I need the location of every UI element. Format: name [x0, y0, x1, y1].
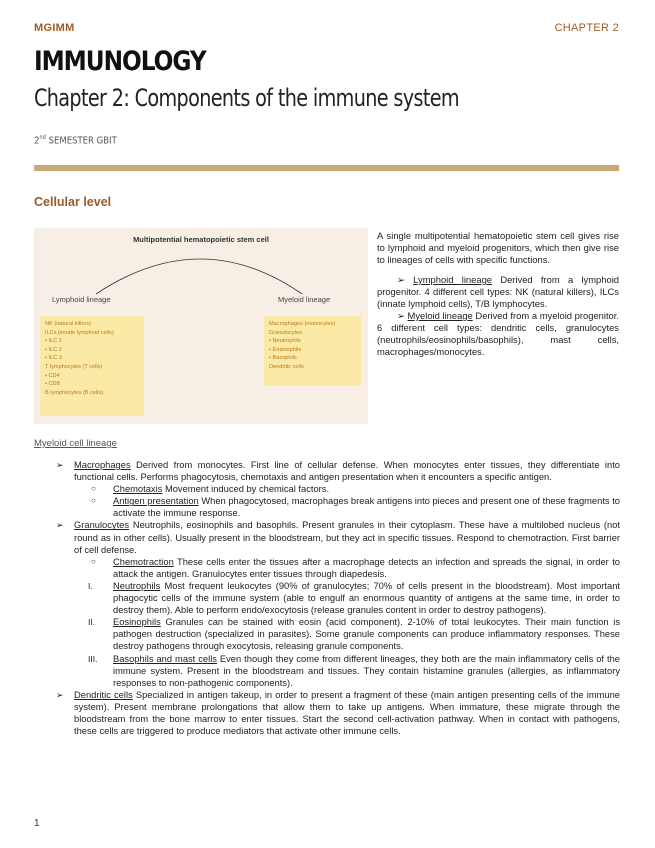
roman-numeral-bullet: III.: [88, 653, 98, 664]
list-item-dendritic-cells: [34, 689, 620, 737]
hematopoiesis-diagram: [34, 228, 368, 424]
lymphoid-item: • CD8: [45, 381, 60, 388]
myeloid-item: • Basophils: [269, 355, 297, 362]
list-item-macrophages: [34, 459, 620, 483]
arrow-bullet-icon: ➢: [56, 689, 64, 700]
desc-neutrophils: Most frequent leukocytes (90% of granulocytes; 70% of cells present in the bloodstream). Most important phagocytic cells of the immune system (able to engulf an enormous quantity of antigens at the same time, in order to destroy them). Able to perform endo/exocytosis (release granules content in order to destroy pathogens).: [113, 580, 620, 616]
myeloid-lineage-list: [34, 459, 620, 737]
desc-chemotraction: These cells enter the tissues after a macrophage detects an infection and spreads the signal, in order to attack the antigen. Granulocytes enter tissues through diapedesis.: [113, 556, 620, 579]
desc-dendritic-cells: Specialized in antigen takeup, in order to present a fragment of these (main antigen presenting cells of the immune system). Present membrane prolongations that allow them to take up antigens. When immature, these migrate through the bloodstream from the bone marrow to enter tissues. Start the second cell-activation pathway. When in contact with pathogens, these cells are triggered to produce mediators that activate other immune cells.: [74, 689, 620, 737]
diagram-lymphoid-label: Lymphoid lineage: [52, 295, 111, 304]
myeloid-item: Granulocytes: [269, 329, 302, 336]
lymphoid-cell-list: [40, 316, 144, 416]
list-item-neutrophils: [34, 580, 620, 616]
circle-bullet-icon: ○: [91, 556, 96, 566]
lymphoid-item: B lymphocytes (B cells): [45, 389, 104, 396]
semester-label: [34, 134, 117, 146]
chapter-subtitle: Chapter 2: Components of the immune system: [34, 84, 459, 112]
desc-antigen-presentation: When phagocytosed, macrophages break antigens into pieces and present one of these fragments to activate the immune response.: [113, 496, 620, 519]
section-heading-cellular-level: Cellular level: [34, 195, 112, 209]
myeloid-cell-list: [264, 316, 361, 386]
semester-number: 2: [34, 135, 40, 147]
diagram-title: Multipotential hematopoietic stem cell: [133, 235, 269, 244]
roman-numeral-bullet: II.: [88, 617, 96, 628]
list-item-granulocytes: [34, 519, 620, 555]
document-title: IMMUNOLOGY: [34, 46, 206, 77]
list-item-chemotaxis: [34, 483, 620, 495]
myeloid-item: Dendritic cells: [269, 363, 304, 370]
semester-ordinal: nd: [39, 134, 46, 141]
term-granulocytes: Granulocytes: [74, 520, 130, 531]
desc-macrophages: Derived from monocytes. First line of cellular defense. When monocytes enter tissues, they differentiate into functional cells. Performs phagocytosis, chemotaxis and antigen presentation when it encounters a specific antigen.: [74, 460, 620, 483]
circle-bullet-icon: ○: [91, 484, 96, 494]
lymphoid-item: NK (natural killers): [45, 321, 92, 327]
diagram-myeloid-label: Myeloid lineage: [278, 295, 331, 304]
myeloid-lineage-term: Myeloid lineage: [407, 310, 473, 321]
desc-eosinophils: Granules can be stained with eosin (acid component). 2-10% of total leukocytes. Their main function is pathogen destruction (specialized in parasites). Some granule components can produce inflammatory responses. These destroy pathogens through exocytosis, releasing granule components.: [113, 617, 620, 652]
lymphoid-item: • ILC 3: [45, 355, 62, 362]
term-chemotraction: Chemotraction: [113, 556, 174, 567]
arrow-bullet-icon: ➢: [397, 310, 405, 321]
myeloid-item: • Neutrophils: [269, 338, 301, 345]
lymphoid-item: ILCs (innate lymphoid cells): [45, 329, 114, 336]
lymphoid-lineage-paragraph: [377, 274, 619, 310]
list-item-antigen-presentation: [34, 495, 620, 519]
arrow-bullet-icon: ➢: [56, 520, 64, 531]
title-divider-band: [34, 165, 619, 171]
term-chemotaxis: Chemotaxis: [113, 484, 163, 495]
lymphoid-lineage-term: Lymphoid lineage: [413, 274, 493, 285]
lymphoid-item: • ILC 1: [45, 338, 62, 345]
term-macrophages: Macrophages: [74, 460, 131, 470]
term-neutrophils: Neutrophils: [113, 580, 161, 591]
term-dendritic-cells: Dendritic cells: [74, 689, 133, 700]
arrow-bullet-icon: ➢: [56, 460, 64, 470]
term-antigen-presentation: Antigen presentation: [113, 496, 199, 507]
list-item-eosinophils: [34, 616, 620, 652]
header-course-code: MGIMM: [34, 22, 75, 34]
term-eosinophils: Eosinophils: [113, 617, 161, 628]
header-chapter-label: CHAPTER 2: [554, 22, 619, 34]
term-basophils: Basophils and mast cells: [113, 653, 217, 664]
intro-paragraph: A single multipotential hematopoietic stem cell gives rise to lymphoid and myeloid progenitors, which then give rise to lineages of cells with specific functions.: [377, 230, 619, 265]
myeloid-lineage-heading: Myeloid cell lineage: [34, 438, 117, 449]
semester-text: SEMESTER GBIT: [45, 135, 117, 147]
myeloid-item: Macrophages (monocytes): [269, 321, 336, 327]
myeloid-item: • Eosinophils: [269, 346, 302, 353]
circle-bullet-icon: ○: [91, 496, 96, 506]
desc-granulocytes: Neutrophils, eosinophils and basophils. Present granules in their cytoplasm. These have a multilobed nucleus (not round as in other cells). Usually present in the bloodstream, but they act in specific tissues. Respond to chemotraction. First barrier of cell defense.: [74, 520, 620, 555]
list-item-chemotraction: [34, 556, 620, 580]
intro-text: [377, 230, 619, 358]
myeloid-lineage-paragraph: [377, 310, 619, 358]
arrow-bullet-icon: ➢: [397, 274, 405, 285]
lymphoid-item: T lymphocytes (T cells): [45, 363, 103, 370]
lymphoid-lineage-text: Derived from a lymphoid progenitor. 4 different cell types: NK (natural killers), ILCs (innate lymphoid cells), T/B lymphocytes.: [377, 274, 619, 309]
lymphoid-item: • CD4: [45, 372, 60, 379]
page-number: 1: [34, 818, 40, 829]
list-item-basophils: [34, 653, 620, 689]
myeloid-lineage-text: Derived from a myeloid progenitor. 6 different cell types: dendritic cells, granulocytes (neutrophils/eosinophils/basophils), mast cells, macrophages/monocytes.: [377, 310, 619, 357]
desc-basophils: Even though they come from different lineages, they both are the main inflammatory cells of the immune system. Present in the bloodstream and tissues. They contain histamine granules (allergies, as inflammatory responses to non-pathogenic components).: [113, 653, 620, 688]
roman-numeral-bullet: I.: [88, 580, 93, 591]
desc-chemotaxis: Movement induced by chemical factors.: [162, 484, 330, 495]
lymphoid-item: • ILC 2: [45, 346, 62, 353]
